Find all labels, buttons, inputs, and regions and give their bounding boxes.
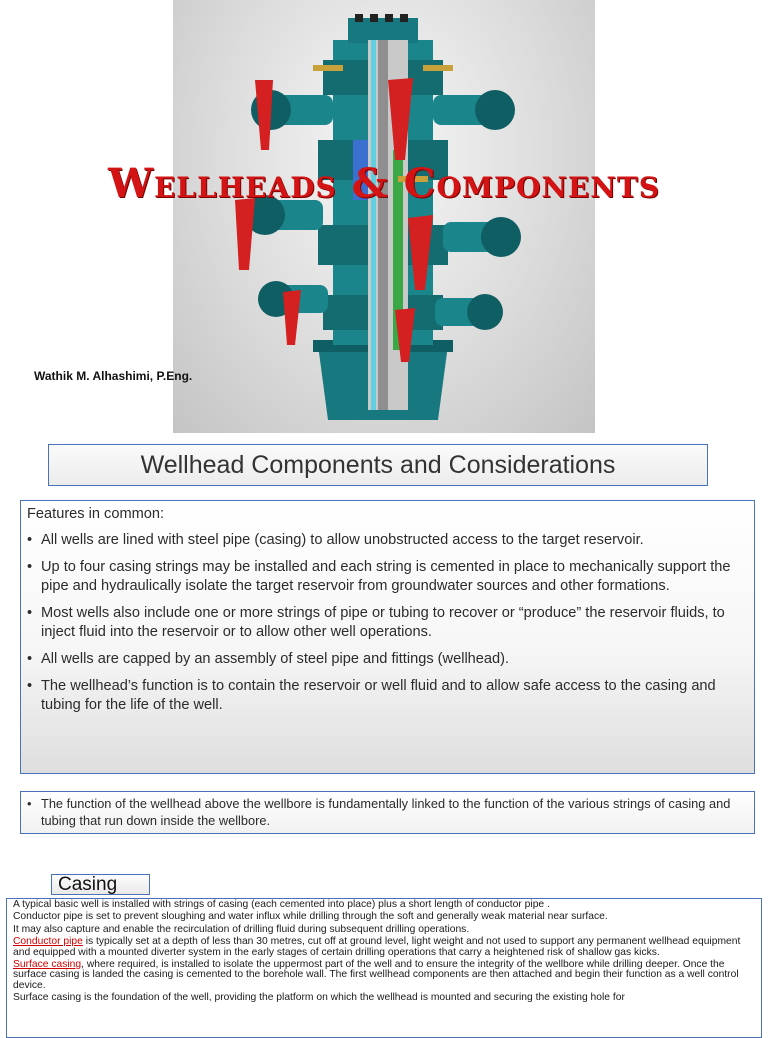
features-bullet: • All wells are capped by an assembly of steel pipe and fittings (wellhead). [27,650,746,669]
casing-paragraph: It may also capture and enable the recirculation of drilling fluid during subsequent drilling operations. [13,923,470,935]
presentation-title: Wellheads & Components [108,160,660,207]
features-bullet: • All wells are lined with steel pipe (casing) to allow unobstructed access to the target reservoir. [27,531,746,550]
features-text-box [20,500,755,774]
conductor-pipe-paragraph [13,937,755,958]
features-bullet: • Most wells also include one or more strings of pipe or tubing to recover or “produce” the reservoir fluids, to inject fluid into the reservoir or to allow other well operations. [27,604,746,642]
conductor-pipe-term: Conductor pipe [13,936,83,948]
conductor-pipe-text: is typically set at a depth of less than 30 metres, cut off at ground level, light weight and not used to support any permanent wellhead equipment and equipped with a mounted diverter system in the early stages of certain drilling operations that carry a heightened risk of shallow gas kicks. [13,936,741,958]
features-bullet: • Up to four casing strings may be installed and each string is cemented in place to mechanically support the pipe and hydraulically isolate the target reservoir from groundwater sources and other formations. [27,558,746,596]
function-note-box [20,791,755,834]
features-lead: Features in common: [27,506,165,522]
casing-title: Casing [51,874,150,895]
casing-paragraph: A typical basic well is installed with strings of casing (each cemented into place) plus a short length of conductor pipe . [13,899,550,910]
wellhead-illustration [173,0,595,433]
author-name: Wathik M. Alhashimi, P.Eng. [34,369,193,383]
casing-text-box [6,898,762,1038]
casing-paragraph: Conductor pipe is set to prevent sloughing and water influx while drilling through the soft and generally weak material near surface. [13,911,608,923]
features-list [27,531,746,715]
surface-casing-paragraph [13,960,755,991]
function-note: • The function of the wellhead above the wellbore is fundamentally linked to the function of the various strings of casing and tubing that run down inside the wellbore. [27,795,746,829]
surface-casing-text: , where required, is installed to isolate the uppermost part of the well and to ensure the integrity of the wellbore while drilling deeper. Once the surface casing is landed the casing is cemented to the borehole wall. The first wellhead components are then attached and begin their function as a well control device. [13,959,739,991]
features-bullet: • The wellhead’s function is to contain the reservoir or well fluid and to allow safe access to the casing and tubing for the life of the well. [27,677,746,715]
surface-casing-term: Surface casing [13,959,82,971]
slide-title: Wellhead Components and Considerations [48,444,708,486]
wellhead-drawing [173,0,595,433]
casing-paragraph: Surface casing is the foundation of the well, providing the platform on which the wellhead is mounted and securing the existing hole for [13,992,625,1004]
